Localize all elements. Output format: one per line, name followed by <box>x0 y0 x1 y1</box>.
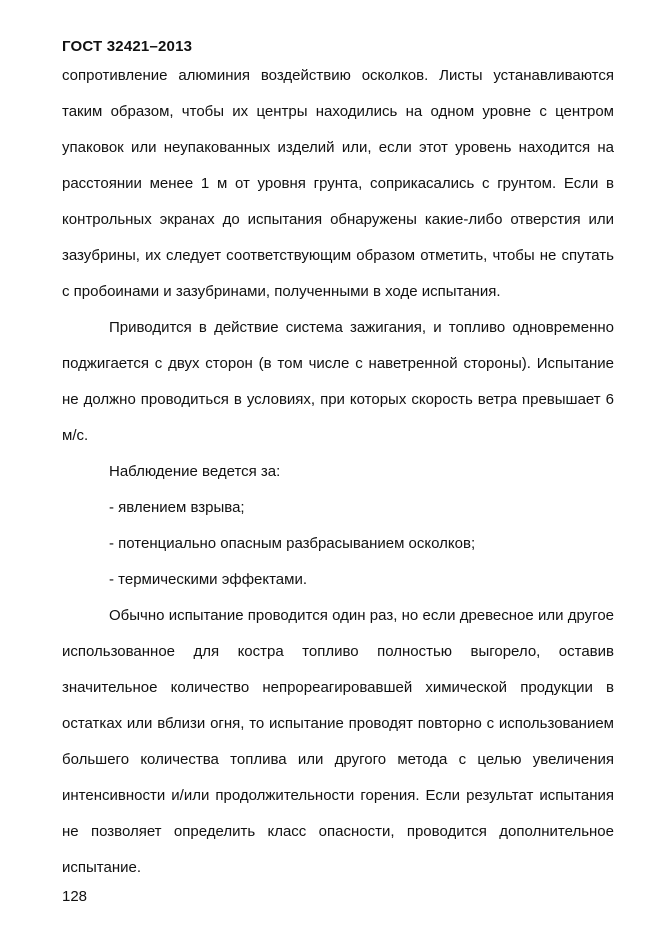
paragraph-repeat-test: Обычно испытание проводится один раз, но если древесное или другое использованное для костра топливо полностью выгорело, оставив значительное количество непрореагировавшей химической продукции в остатках или вблизи огня, то испытание проводят повторно с использованием большего количества топлива или другого метода с целью увеличения интенсивности и/или продолжительности горения. Если результат испытания не позволяет определить класс опасности, проводится дополнительное испытание. <box>62 607 614 876</box>
document-header: ГОСТ 32421–2013 <box>62 38 193 55</box>
page-number: 128 <box>62 888 88 905</box>
list-item-fragments: - потенциально опасным разбрасыванием осколков; <box>109 535 476 552</box>
document-body <box>62 58 614 886</box>
paragraph-observation-intro: Наблюдение ведется за: <box>109 463 281 480</box>
list-item-thermal: - термическими эффектами. <box>109 571 308 588</box>
paragraph-ignition: Приводится в действие система зажигания, и топливо одновременно поджигается с двух сторон (в том числе с наветренной стороны). Испытание не должно проводиться в условиях, при которых скорость ветра превышает 6 м/с. <box>62 319 614 444</box>
paragraph-continuation: сопротивление алюминия воздействию осколков. Листы устанавливаются таким образом, чтобы их центры находились на одном уровне с центром упаковок или неупакованных изделий или, если этот уровень находится на расстоянии менее 1 м от уровня грунта, соприкасались с грунтом. Если в контрольных экранах до испытания обнаружены какие-либо отверстия или зазубрины, их следует соответствующим образом отметить, чтобы не спутать с пробоинами и зазубринами, полученными в ходе испытания. <box>62 67 614 300</box>
list-item-explosion: - явлением взрыва; <box>109 499 245 516</box>
